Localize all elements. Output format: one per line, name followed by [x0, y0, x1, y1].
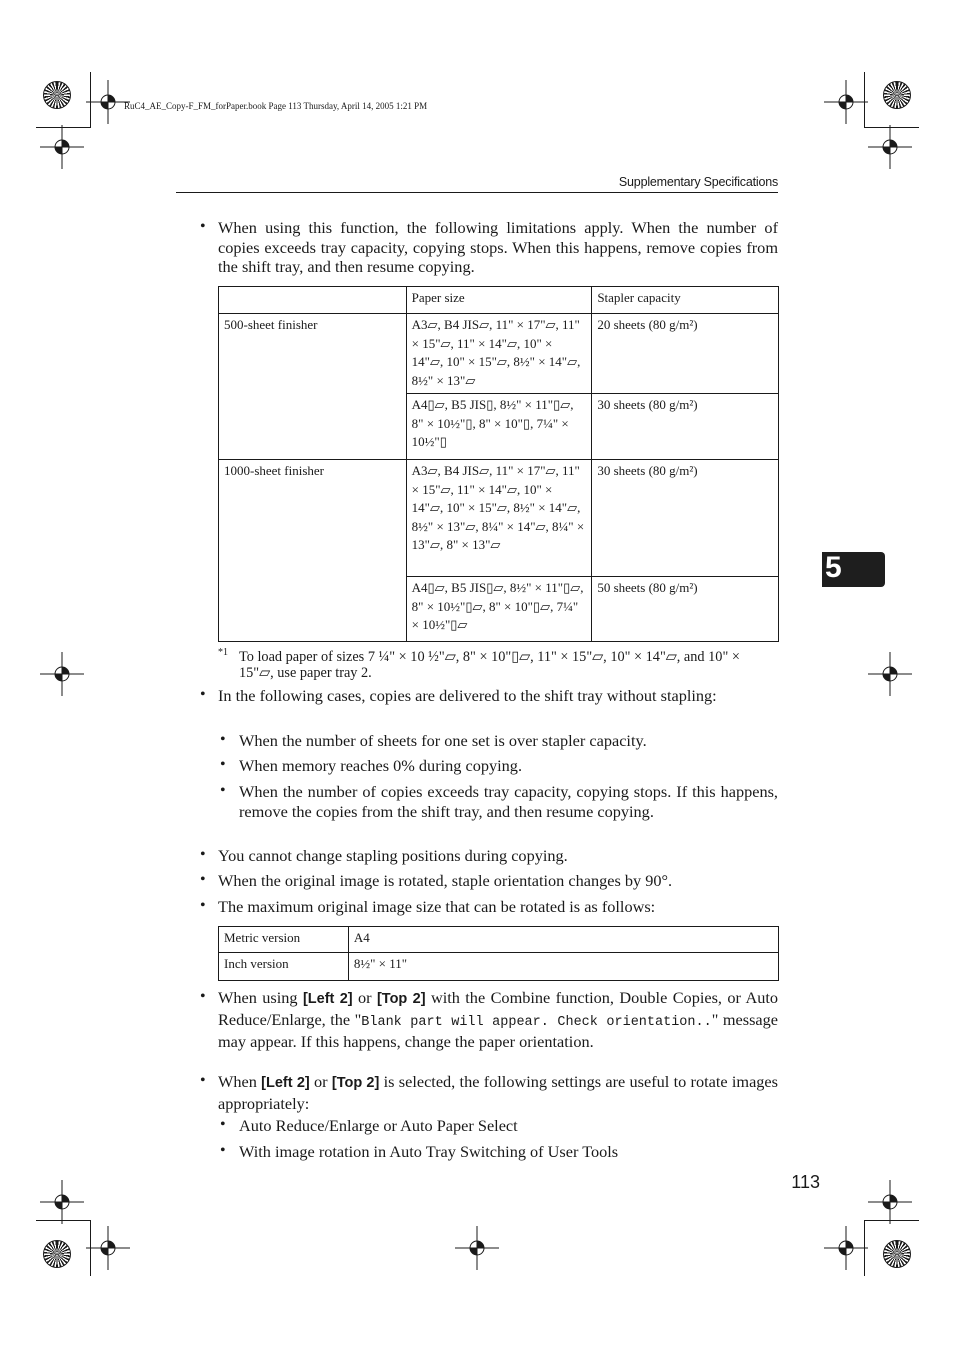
bullet-icon: • [200, 218, 206, 235]
sub-bullet-icon: • [220, 756, 226, 773]
bullet-paragraph: In the following cases, copies are delivered to the shift tray without stapling: [218, 686, 717, 705]
registration-disc-icon [43, 81, 71, 109]
bullet-paragraph [218, 1072, 778, 1113]
key-label: [Left 2] [302, 991, 353, 1007]
sub-bullet-item: Auto Reduce/Enlarge or Auto Paper Select [239, 1116, 518, 1135]
paper-size-cell: A3▱, B4 JIS▱, 11" × 17"▱, 11" × 15"▱, 11" × 14"▱, 10" × 14"▱, 10" × 15"▱, 8½" × 14"▱, 8½" × 13"▱, 8¼" × 14"▱, 8¼" × 13"▱, 8" × 13"▱ [406, 460, 592, 577]
running-title: Supplementary Specifications [618, 175, 778, 189]
registration-target-icon [40, 125, 84, 169]
bullet-icon: • [200, 988, 206, 1005]
registration-target-icon [868, 125, 912, 169]
file-tag: RuC4_AE_Copy-F_FM_forPaper.book Page 113 Thursday, April 14, 2005 1:21 PM [124, 101, 428, 111]
screen-message: Blank part will appear. Check orientation.. [361, 1014, 712, 1030]
key-label: [Left 2] [261, 1075, 310, 1091]
bullet-icon: • [200, 846, 206, 863]
sub-bullet-icon: • [220, 782, 226, 799]
table-row [219, 460, 779, 577]
bullet-paragraph: When the original image is rotated, staple orientation changes by 90°. [218, 871, 673, 890]
finisher-cell: 1000-sheet finisher [219, 460, 407, 642]
registration-disc-icon [883, 81, 911, 109]
stapler-capacity-table [218, 286, 779, 642]
sub-bullet-item: When the number of sheets for one set is over stapler capacity. [239, 731, 647, 750]
header-rule [176, 192, 778, 193]
bullet-paragraph: The maximum original image size that can be rotated is as follows: [218, 897, 656, 916]
sub-bullet-item: When the number of copies exceeds tray capacity, copying stops. If this happens, remove the copies from the shift tray, and then resume copying. [239, 782, 778, 821]
version-value-cell: A4 [348, 927, 778, 953]
bullet-paragraph [218, 988, 778, 1052]
sub-bullet-icon: • [220, 731, 226, 748]
sub-bullet-item: With image rotation in Auto Tray Switching of User Tools [239, 1142, 619, 1161]
table-footnote: To load paper of sizes 7 ¼" × 10 ½"▱, 8" × 10"▯▱, 11" × 15"▱, 10" × 14"▱, and 10" × 15"▱, use paper tray 2. [239, 649, 740, 681]
table-header-cell [219, 287, 407, 314]
table-row [219, 927, 779, 953]
table-header-row [219, 287, 779, 314]
text-span: with the Combine function, Double Copies, or Auto Reduce/Enlarge, the " [218, 988, 779, 1029]
table-header-cell: Stapler capacity [592, 287, 779, 314]
text-span: When [218, 1072, 262, 1091]
registration-target-icon [40, 652, 84, 696]
sub-bullet-item: When memory reaches 0% during copying. [239, 756, 523, 775]
text-span: is selected, the following settings are useful to rotate images appropriately: [218, 1072, 778, 1113]
rotation-size-table [218, 926, 779, 981]
footnote-mark: *1 [218, 647, 228, 658]
text-span: " message may appear. If this happens, change the paper orientation. [218, 1009, 779, 1051]
version-label-cell: Inch version [219, 953, 349, 981]
page-number: 113 [791, 1172, 820, 1192]
registration-disc-icon [883, 1240, 911, 1268]
registration-target-icon [40, 1180, 84, 1224]
sub-bullet-icon: • [220, 1142, 226, 1159]
bullet-icon: • [200, 1072, 206, 1089]
text-span: or [309, 1072, 332, 1091]
registration-disc-icon [43, 1240, 71, 1268]
chapter-number: 5 [825, 551, 842, 584]
finisher-cell: 500-sheet finisher [219, 314, 407, 460]
key-label: [Top 2] [376, 991, 426, 1007]
registration-target-icon [868, 1180, 912, 1224]
capacity-cell: 20 sheets (80 g/m²) [592, 314, 779, 394]
capacity-cell: 50 sheets (80 g/m²) [592, 577, 779, 642]
paper-size-cell: A4▯▱, B5 JIS▯, 8½" × 11"▯▱, 8" × 10½"▯, 8" × 10"▯, 7¼" × 10½"▯ [406, 394, 592, 460]
registration-target-icon [824, 1226, 868, 1270]
paper-size-cell: A4▯▱, B5 JIS▯▱, 8½" × 11"▯▱, 8" × 10½"▯▱, 8" × 10"▯▱, 7¼" × 10½"▯▱ [406, 577, 592, 642]
text-span: When using [218, 988, 303, 1007]
version-value-cell: 8½" × 11" [348, 953, 778, 981]
capacity-cell: 30 sheets (80 g/m²) [592, 460, 779, 577]
table-row [219, 314, 779, 394]
sub-bullet-icon: • [220, 1116, 226, 1133]
registration-target-icon [455, 1226, 499, 1270]
registration-target-icon [824, 80, 868, 124]
text-span: or [352, 988, 377, 1007]
key-label: [Top 2] [331, 1075, 380, 1091]
chapter-tab [822, 552, 885, 587]
table-row [219, 953, 779, 981]
version-label-cell: Metric version [219, 927, 349, 953]
bullet-icon: • [200, 686, 206, 703]
registration-target-icon [868, 652, 912, 696]
registration-target-icon [86, 1226, 130, 1270]
bullet-icon: • [200, 897, 206, 914]
paper-size-cell: A3▱, B4 JIS▱, 11" × 17"▱, 11" × 15"▱, 11" × 14"▱, 10" × 14"▱, 10" × 15"▱, 8½" × 14"▱, 8½" × 13"▱ [406, 314, 592, 394]
bullet-icon: • [200, 871, 206, 888]
table-header-cell: Paper size [406, 287, 592, 314]
bullet-paragraph: You cannot change stapling positions during copying. [218, 846, 568, 865]
capacity-cell: 30 sheets (80 g/m²) [592, 394, 779, 460]
bullet-paragraph: When using this function, the following limitations apply. When the number of copies exceeds tray capacity, copying stops. When this happens, remove copies from the shift tray, and then resume copying. [218, 218, 778, 276]
